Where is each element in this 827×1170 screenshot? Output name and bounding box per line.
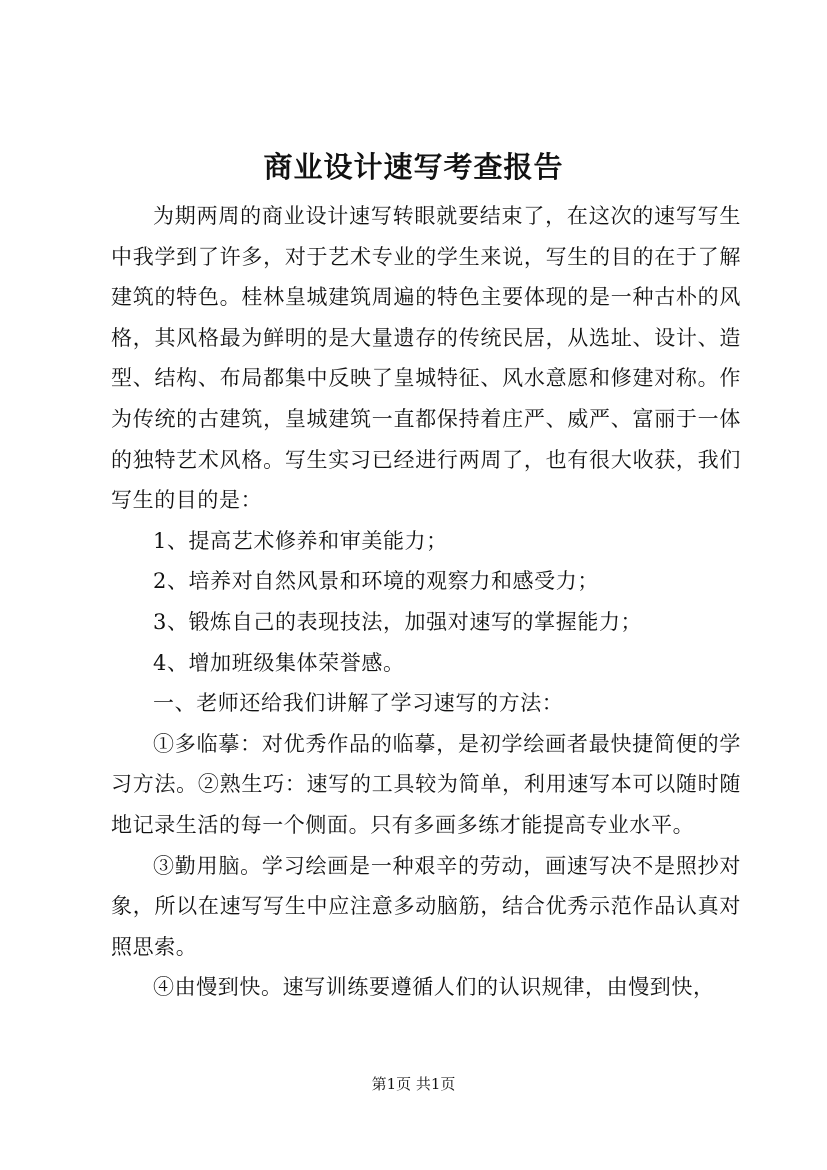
paragraph-method-1-2: ①多临摹：对优秀作品的临摹，是初学绘画者最快捷简便的学习方法。②熟生巧：速写的工具较为简单，利用速写本可以随时随地记录生活的每一个侧面。只有多画多练才能提高专业水平。 [111,731,741,837]
page-footer: 第1页 共1页 [371,1075,456,1093]
paragraph-intro: 为期两周的商业设计速写转眼就要结束了，在这次的速写写生中我学到了许多，对于艺术专业的学生来说，写生的目的在于了解建筑的特色。桂林皇城建筑周遍的特色主要体现的是一种古朴的风格，其风格最为鲜明的是大量遗存的传统民居，从选址、设计、造型、结构、布局都集中反映了皇城特征、风水意愿和修建对称。作为传统的古建筑，皇城建筑一直都保持着庄严、威严、富丽于一体的独特艺术风格。写生实习已经进行两周了，也有很大收获，我们写生的目的是： [111,204,741,513]
list-item-goal-4: 4、增加班级集体荣誉感。 [153,650,405,675]
paragraph-method-3: ③勤用脑。学习绘画是一种艰辛的劳动，画速写决不是照抄对象，所以在速写写生中应注意多动脑筋，结合优秀示范作品认真对照思索。 [111,853,741,959]
list-item-goal-1: 1、提高艺术修养和审美能力； [153,528,448,553]
document-body [111,196,741,1008]
section-heading-methods: 一、老师还给我们讲解了学习速写的方法： [153,691,564,716]
list-item-goal-2: 2、培养对自然风景和环境的观察力和感受力； [153,569,599,594]
list-item-goal-3: 3、锻炼自己的表现技法，加强对速写的掌握能力； [153,609,643,634]
paragraph-method-4: ④由慢到快。速写训练要遵循人们的认识规律，由慢到快， [153,975,715,1000]
document-title: 商业设计速写考查报告 [263,150,564,184]
